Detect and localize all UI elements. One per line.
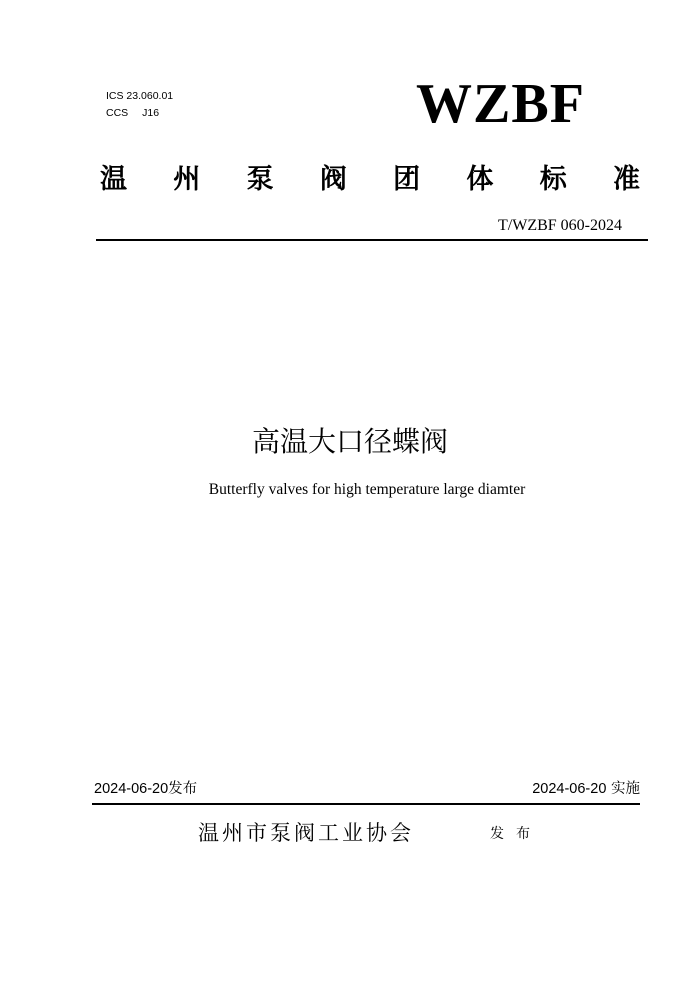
standard-type-title <box>100 160 640 200</box>
footer-divider <box>92 803 640 805</box>
publish-date-label: 发布 <box>168 781 198 797</box>
wzbf-logo: WZBF <box>416 73 585 135</box>
ics-code: ICS 23.060.01 <box>106 90 174 102</box>
publish-date-value: 2024-06-20 <box>94 781 169 797</box>
document-title-zh: 高温大口径蝶阀 <box>251 425 448 458</box>
standard-type-char: 标 <box>539 164 567 195</box>
header-divider <box>96 239 648 241</box>
ccs-label: CCS <box>106 107 129 119</box>
standard-type-char: 温 <box>100 164 127 195</box>
issuing-organization: 温州市泵阀工业协会 <box>198 821 414 845</box>
standard-type-char: 阀 <box>319 164 347 195</box>
standard-number: T/WZBF 060-2024 <box>498 217 622 234</box>
standard-type-char: 州 <box>173 164 201 195</box>
ccs-code <box>106 107 159 120</box>
standard-type-char: 体 <box>466 164 494 195</box>
standard-type-char: 准 <box>612 164 640 195</box>
standard-type-char: 团 <box>393 164 421 195</box>
implement-date-label: 实施 <box>611 781 640 797</box>
document-title-en: Butterfly valves for high temperature large diamter <box>208 481 526 498</box>
ccs-value: J16 <box>142 107 160 119</box>
publish-date <box>94 779 197 799</box>
issue-label: 发布 <box>490 826 542 842</box>
standard-type-char: 泵 <box>246 164 274 195</box>
implement-date-value: 2024-06-20 <box>532 781 607 797</box>
implement-date <box>532 779 640 799</box>
